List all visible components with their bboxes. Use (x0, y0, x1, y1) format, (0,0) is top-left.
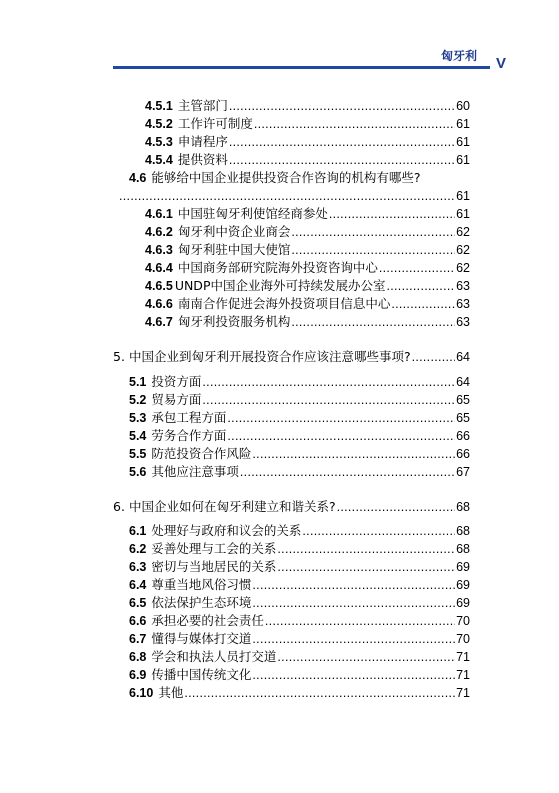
toc-leader-dots (229, 98, 455, 114)
toc-leader-dots (184, 685, 455, 701)
toc-title: UNDP中国企业海外可持续发展办公室 (174, 278, 386, 293)
toc-number: 6.3 (129, 560, 147, 574)
toc-number: 6.8 (129, 650, 147, 664)
toc-leader-dots (265, 613, 455, 629)
toc-title: 传播中国传统文化 (151, 667, 252, 682)
toc-title: 贸易方面 (151, 392, 202, 407)
toc-page: 70 (456, 632, 470, 646)
toc-entry-6-4[interactable] (129, 577, 470, 593)
toc-number: 4.6.7 (145, 315, 173, 329)
toc-leader-dots (254, 116, 455, 132)
toc-page: 60 (456, 99, 470, 113)
toc-page: 68 (456, 542, 470, 556)
toc-entry-6-6[interactable] (129, 613, 470, 629)
toc-entry-4-5-3[interactable] (145, 134, 470, 150)
toc-page: 68 (456, 500, 470, 514)
toc-title: 中国企业如何在匈牙利建立和谐关系? (128, 499, 336, 514)
toc-entry-5-2[interactable] (129, 392, 470, 408)
toc-title: 学会和执法人员打交道 (151, 649, 277, 664)
toc-page: 63 (456, 315, 470, 329)
toc-number: 4.6.1 (145, 207, 173, 221)
toc-number: 5.6 (129, 465, 147, 479)
toc-page: 63 (456, 279, 470, 293)
toc-entry-4-6-2[interactable] (145, 224, 470, 240)
toc-number: 6.7 (129, 632, 147, 646)
toc-entry-5-3[interactable] (129, 410, 470, 426)
toc-leader-dots (379, 260, 455, 276)
toc-title: 承担必要的社会责任 (151, 613, 264, 628)
toc-page: 61 (456, 135, 470, 149)
toc-entry-4-6-continuation (118, 188, 470, 204)
toc-page: 69 (456, 596, 470, 610)
toc-leader-dots (252, 631, 455, 647)
toc-number: 5.1 (129, 375, 147, 389)
toc-leader-dots (386, 278, 455, 294)
toc-number: 4.5.4 (145, 153, 173, 167)
toc-title: 防范投资合作风险 (151, 446, 252, 461)
toc-entry-4-6-4[interactable] (145, 260, 470, 276)
toc-entry-4-6-7[interactable] (145, 314, 470, 330)
toc-entry-5-6[interactable] (129, 464, 470, 480)
toc-page: 61 (456, 189, 470, 203)
toc-entry-6-2[interactable] (129, 541, 470, 557)
toc-number: 4.5.2 (145, 117, 173, 131)
toc-leader-dots (252, 446, 455, 462)
toc-page: 63 (456, 297, 470, 311)
toc-page: 69 (456, 560, 470, 574)
toc-page: 64 (456, 375, 470, 389)
toc-page: 62 (456, 225, 470, 239)
toc-title: 密切与当地居民的关系 (151, 559, 277, 574)
toc-entry-4-6-3[interactable] (145, 242, 470, 258)
toc-title: 中国驻匈牙利使馆经商参处 (177, 206, 328, 221)
toc-title: 承包工程方面 (151, 410, 227, 425)
toc-leader-dots (412, 349, 456, 365)
toc-number: 4.6.5 (145, 279, 173, 293)
toc-page: 69 (456, 578, 470, 592)
toc-title: 其他 (158, 685, 184, 700)
toc-leader-dots (252, 667, 455, 683)
toc-title: 处理好与政府和议会的关系 (151, 523, 302, 538)
toc-number: 6.2 (129, 542, 147, 556)
toc-entry-6-3[interactable] (129, 559, 470, 575)
toc-leader-dots (252, 577, 455, 593)
toc-leader-dots (227, 428, 455, 444)
toc-title: 尊重当地风俗习惯 (151, 577, 252, 592)
toc-leader-dots (229, 134, 455, 150)
toc-number: 5.5 (129, 447, 147, 461)
toc-number: 5. (113, 349, 125, 364)
toc-title: 匈牙利中资企业商会 (177, 224, 291, 239)
toc-title: 能够给中国企业提供投资合作咨询的机构有哪些? (151, 170, 421, 185)
toc-title: 依法保护生态环境 (151, 595, 252, 610)
toc-title: 提供资料 (177, 152, 228, 167)
toc-number: 6.1 (129, 524, 147, 538)
toc-page: 62 (456, 243, 470, 257)
toc-entry-5-1[interactable] (129, 374, 470, 390)
toc-number: 4.6.6 (145, 297, 173, 311)
toc-leader-dots (291, 224, 455, 240)
toc-leader-dots (229, 152, 455, 168)
toc-title: 劳务合作方面 (151, 428, 227, 443)
toc-page: 61 (456, 153, 470, 167)
toc-leader-dots (227, 410, 455, 426)
toc-number: 6.6 (129, 614, 147, 628)
toc-entry-6-7[interactable] (129, 631, 470, 647)
toc-page: 70 (456, 614, 470, 628)
toc-number: 5.4 (129, 429, 147, 443)
toc-entry-5-4[interactable] (129, 428, 470, 444)
toc-entry-6-8[interactable] (129, 649, 470, 665)
toc-entry-6-10[interactable] (129, 685, 470, 701)
toc-entry-4-6-6[interactable] (145, 296, 470, 312)
toc-page: 66 (456, 429, 470, 443)
toc-page: 65 (456, 411, 470, 425)
toc-number: 4.6 (129, 171, 147, 185)
toc-chapter-6[interactable] (113, 499, 470, 515)
toc-title: 申请程序 (177, 134, 228, 149)
toc-leader-dots (291, 242, 455, 258)
toc-leader-dots (202, 374, 455, 390)
toc-leader-dots (119, 188, 455, 204)
toc-number: 6.10 (129, 686, 154, 700)
toc-number: 4.6.2 (145, 225, 173, 239)
toc-title: 匈牙利投资服务机构 (177, 314, 291, 329)
toc-leader-dots (329, 206, 455, 222)
toc-chapter-5[interactable] (113, 349, 470, 365)
toc-entry-4-5-4[interactable] (145, 152, 470, 168)
toc-title: 懂得与媒体打交道 (151, 631, 252, 646)
toc-number: 6.4 (129, 578, 147, 592)
toc-page: 68 (456, 524, 470, 538)
page-number: V (496, 55, 507, 72)
toc-number: 4.6.3 (145, 243, 173, 257)
toc-number: 5.3 (129, 411, 147, 425)
toc-number: 5.2 (129, 393, 147, 407)
toc-leader-dots (337, 499, 456, 515)
running-header-title: 匈牙利 (440, 49, 477, 63)
toc-title: 中国企业到匈牙利开展投资合作应该注意哪些事项? (128, 349, 411, 364)
toc-title: 妥善处理与工会的关系 (151, 541, 277, 556)
toc-leader-dots (252, 595, 455, 611)
toc-title: 工作许可制度 (177, 116, 253, 131)
toc-page: 71 (456, 650, 470, 664)
toc-number: 4.6.4 (145, 261, 173, 275)
toc-leader-dots (277, 649, 455, 665)
toc-leader-dots (277, 541, 455, 557)
toc-page: 64 (456, 350, 470, 364)
toc-leader-dots (277, 559, 455, 575)
header-rule (113, 66, 490, 69)
toc-entry-6-9[interactable] (129, 667, 470, 683)
toc-entry-6-1[interactable] (129, 523, 470, 539)
toc-title: 主管部门 (177, 98, 228, 113)
toc-title: 其他应注意事项 (151, 464, 239, 479)
toc-number: 6.5 (129, 596, 147, 610)
toc-leader-dots (291, 314, 455, 330)
toc-number: 4.5.3 (145, 135, 173, 149)
toc-entry-4-6-5[interactable] (145, 278, 470, 294)
toc-entry-6-5[interactable] (129, 595, 470, 611)
toc-page: 71 (456, 686, 470, 700)
toc-leader-dots (391, 296, 455, 312)
toc-page: 67 (456, 465, 470, 479)
toc-leader-dots (240, 464, 455, 480)
toc-entry-4-5-2[interactable] (145, 116, 470, 132)
toc-leader-dots (302, 523, 455, 539)
toc-page: 61 (456, 207, 470, 221)
toc-entry-4-6-1[interactable] (145, 206, 470, 222)
toc-page: 66 (456, 447, 470, 461)
toc-title: 匈牙利驻中国大使馆 (177, 242, 291, 257)
toc-page: 61 (456, 117, 470, 131)
toc-page: 65 (456, 393, 470, 407)
toc-entry-4-5-1[interactable] (145, 98, 470, 114)
toc-number: 6.9 (129, 668, 147, 682)
toc-page: 62 (456, 261, 470, 275)
toc-entry-5-5[interactable] (129, 446, 470, 462)
toc-entry-4-6[interactable] (129, 170, 469, 186)
toc-title: 中国商务部研究院海外投资咨询中心 (177, 260, 378, 275)
toc-number: 6. (113, 499, 125, 514)
toc-title: 投资方面 (151, 374, 202, 389)
toc-leader-dots (202, 392, 455, 408)
toc-number: 4.5.1 (145, 99, 173, 113)
toc-title: 南南合作促进会海外投资项目信息中心 (177, 296, 391, 311)
toc-page: 71 (456, 668, 470, 682)
